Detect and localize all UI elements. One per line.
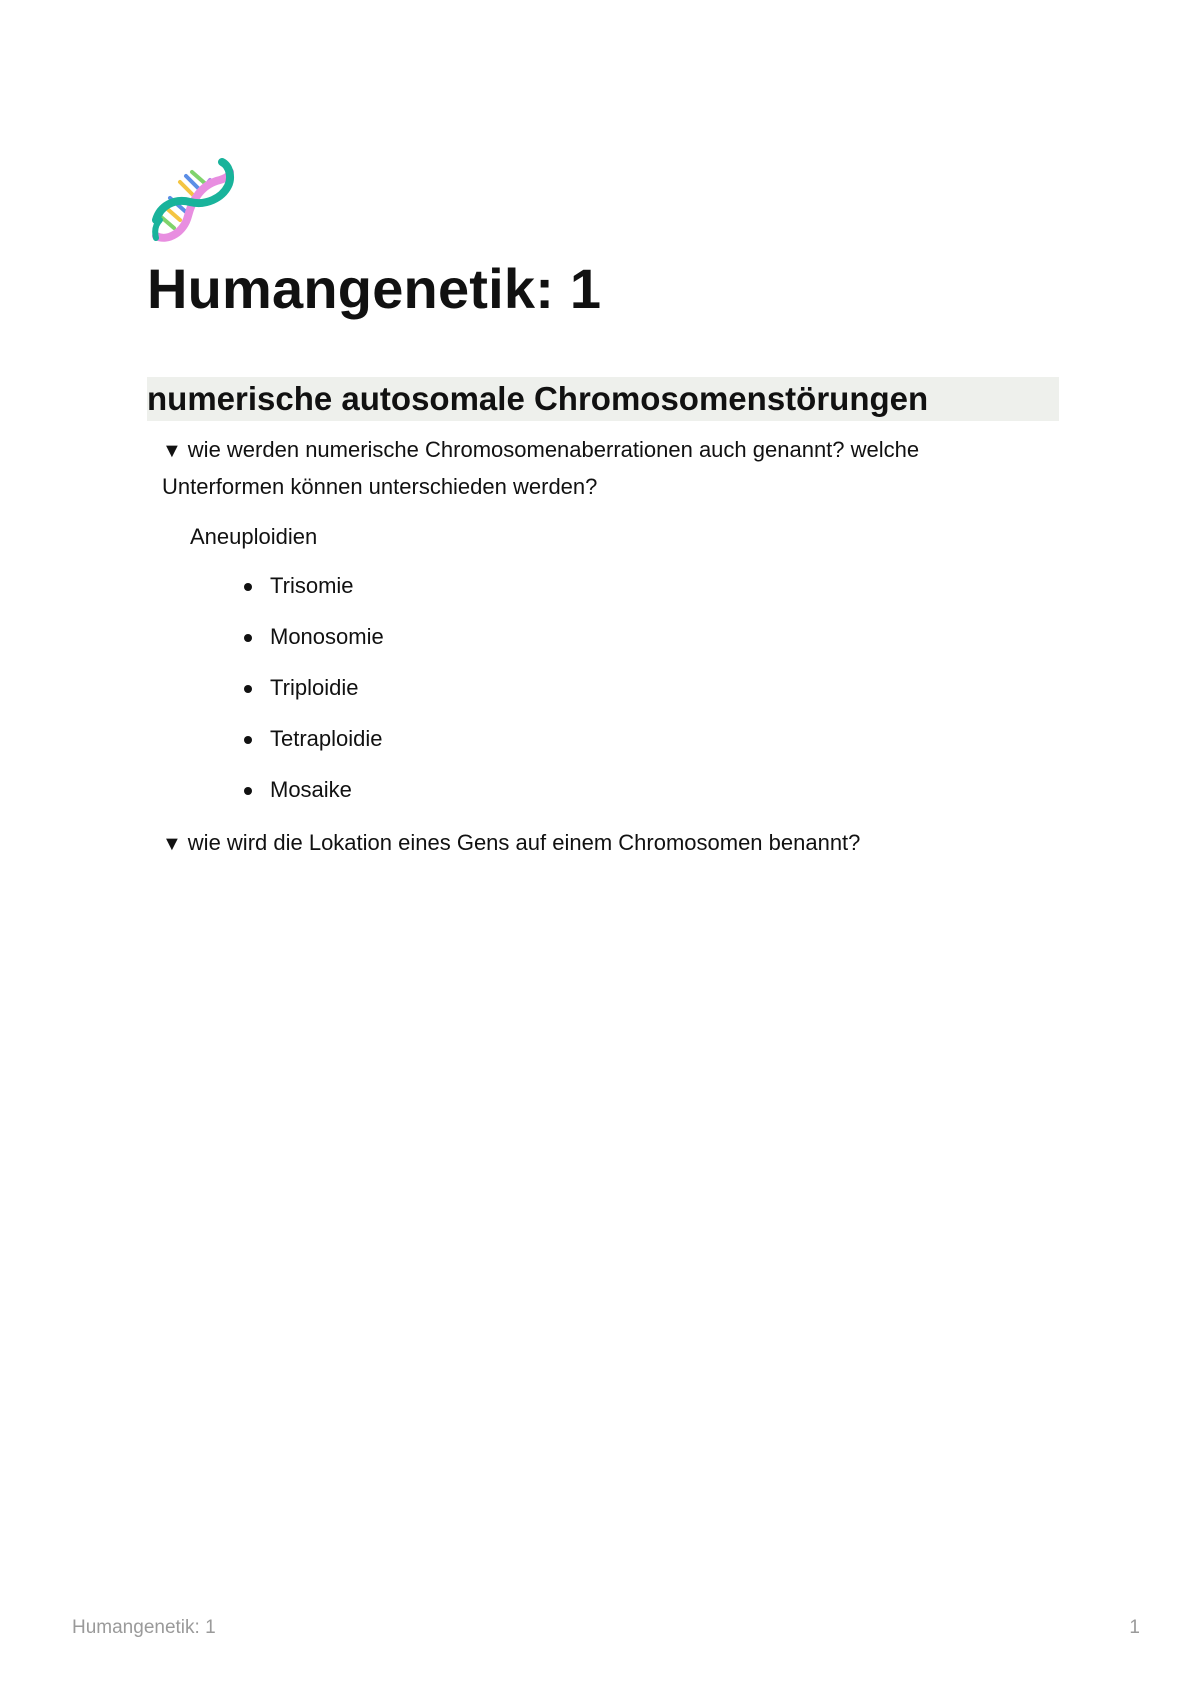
footer-page-number: 1 bbox=[1129, 1617, 1140, 1638]
toggle-question: wie werden numerische Chromosomenaberrationen auch genannt? welche Unterformen können unterschieden werden? bbox=[162, 437, 920, 499]
list-item: Mosaike bbox=[240, 772, 384, 823]
page-title: Humangenetik: 1 bbox=[147, 257, 602, 320]
list-item: Tetraploidie bbox=[240, 721, 384, 772]
answer-list bbox=[240, 568, 384, 823]
toggle-block-gene-location[interactable] bbox=[162, 825, 1022, 862]
toggle-question: wie wird die Lokation eines Gens auf einem Chromosomen benannt? bbox=[187, 830, 861, 855]
toggle-answer: Aneuploidien bbox=[190, 524, 318, 549]
toggle-arrow-icon[interactable]: ▼ bbox=[162, 440, 182, 462]
toggle-arrow-icon[interactable]: ▼ bbox=[162, 833, 182, 855]
toggle-block-aberrations[interactable] bbox=[162, 432, 1022, 505]
list-item: Monosomie bbox=[240, 619, 384, 670]
list-item: Trisomie bbox=[240, 568, 384, 619]
list-item: Triploidie bbox=[240, 670, 384, 721]
section-heading: numerische autosomale Chromosomenstörungen bbox=[147, 377, 1059, 421]
dna-icon bbox=[150, 158, 236, 244]
footer-title: Humangenetik: 1 bbox=[72, 1617, 216, 1638]
